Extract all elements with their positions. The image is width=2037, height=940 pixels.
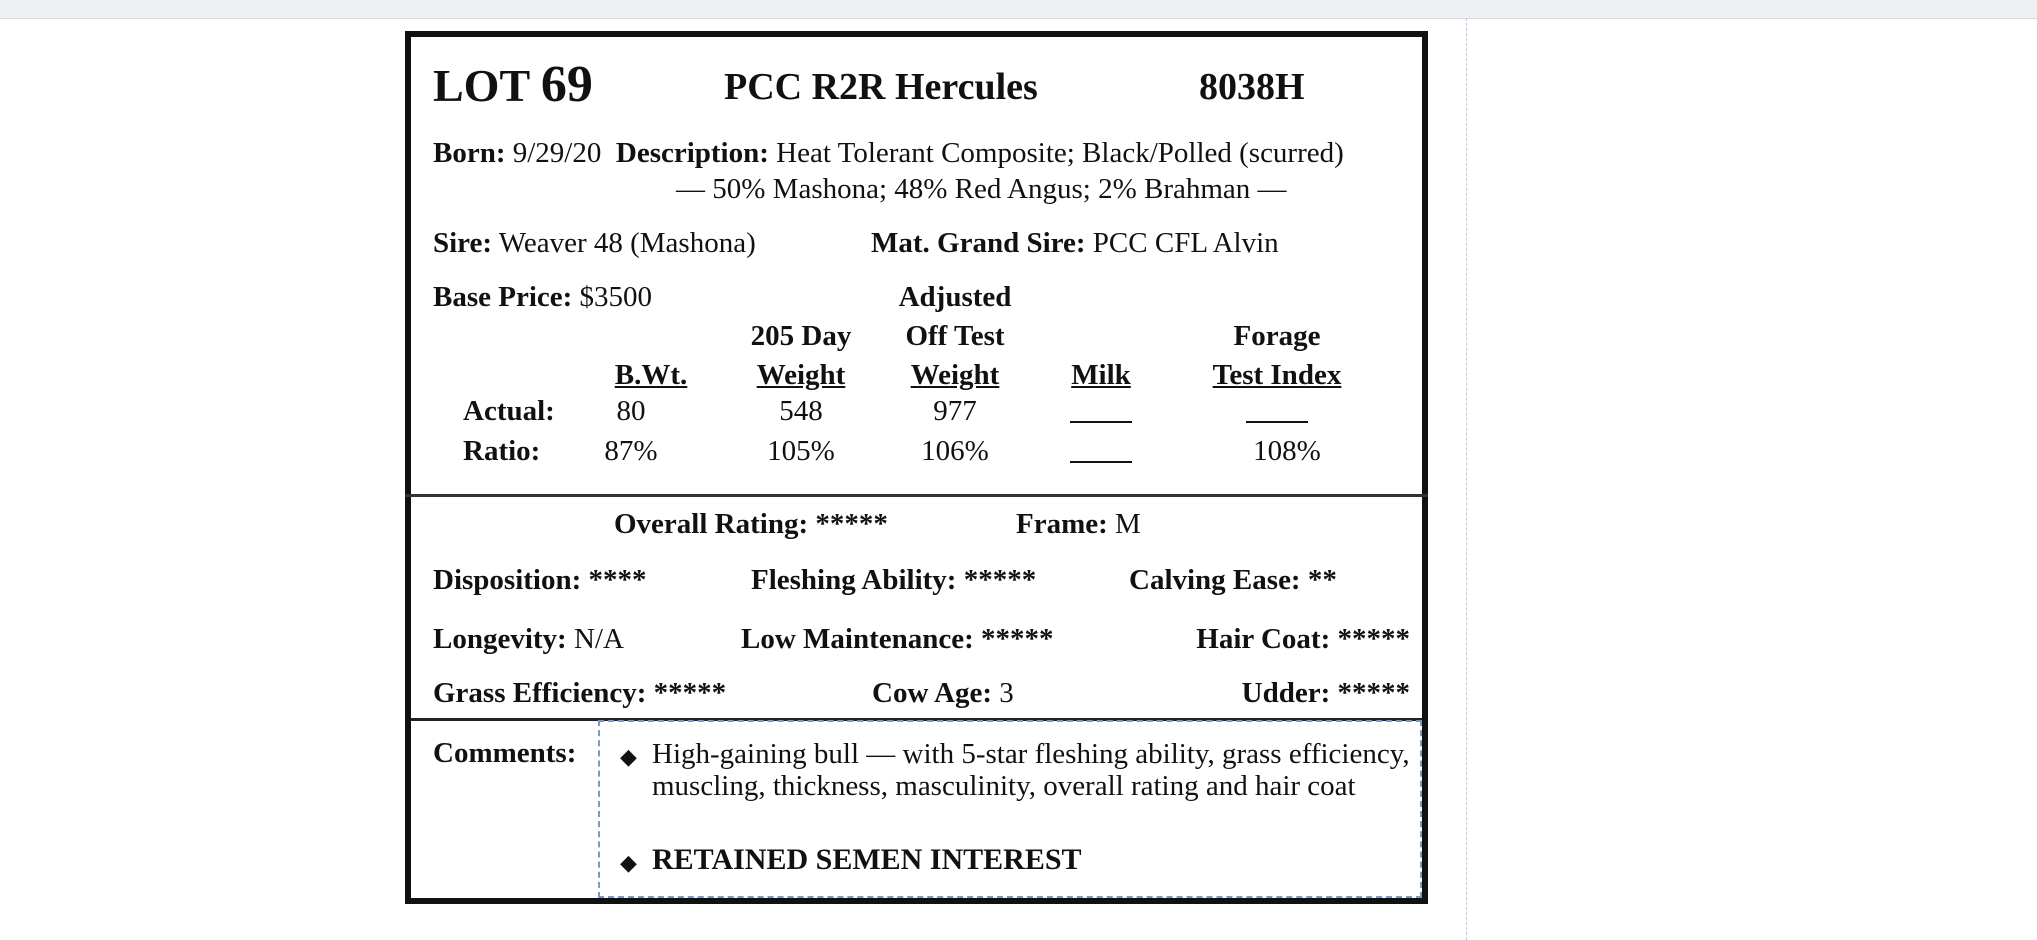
day205-header-bottom: Weight bbox=[756, 359, 846, 391]
comments-label: Comments: bbox=[433, 737, 577, 769]
actual-forage-blank bbox=[1246, 413, 1308, 431]
calving-ease-rating bbox=[1129, 564, 1337, 597]
mat-grand-sire-value: PCC CFL Alvin bbox=[1092, 227, 1279, 259]
milk-header: Milk bbox=[1071, 359, 1131, 391]
adjusted-header-mid: Off Test bbox=[905, 320, 1005, 352]
cow-age-rating bbox=[872, 677, 1014, 710]
grass-efficiency-value: ***** bbox=[653, 677, 727, 709]
ratio-forage: 108% bbox=[1253, 435, 1321, 467]
comment-item-2: RETAINED SEMEN INTEREST bbox=[652, 843, 1082, 876]
sire-value: Weaver 48 (Mashona) bbox=[498, 227, 756, 259]
lot-card bbox=[405, 31, 1428, 904]
born-description-line bbox=[433, 137, 1344, 170]
forage-header-bottom: Test Index bbox=[1212, 359, 1342, 391]
comment-item-1: High-gaining bull — with 5-star fleshing ability, grass efficiency, muscling, thickness, masculinity, overall rating and hair coat bbox=[652, 738, 1410, 802]
adjusted-header-top: Adjusted bbox=[898, 281, 1012, 313]
actual-bwt: 80 bbox=[616, 395, 646, 427]
fleshing-label: Fleshing Ability: bbox=[751, 564, 957, 596]
cow-age-label: Cow Age: bbox=[872, 677, 993, 709]
sire-line bbox=[433, 227, 756, 260]
adjusted-header-bottom: Weight bbox=[910, 359, 1000, 391]
lot-number-value: 69 bbox=[540, 56, 593, 113]
actual-row-label: Actual: bbox=[463, 395, 555, 427]
ratio-milk-blank bbox=[1070, 453, 1132, 471]
lot-prefix: LOT bbox=[433, 60, 530, 111]
disposition-value: **** bbox=[588, 564, 647, 596]
frame-rating bbox=[1016, 508, 1141, 541]
day205-header-top: 205 Day bbox=[750, 320, 852, 352]
low-maintenance-rating bbox=[741, 623, 1054, 656]
forage-header-top: Forage bbox=[1233, 320, 1321, 352]
born-value: 9/29/20 bbox=[512, 137, 602, 169]
actual-205day: 548 bbox=[779, 395, 823, 427]
longevity-label: Longevity: bbox=[433, 623, 567, 655]
hair-coat-label: Hair Coat: bbox=[1196, 623, 1331, 655]
bullet-icon: ◆ bbox=[620, 744, 637, 769]
description-label: Description: bbox=[615, 137, 769, 169]
bullet-icon: ◆ bbox=[620, 850, 637, 875]
fleshing-value: ***** bbox=[963, 564, 1037, 596]
actual-adjusted: 977 bbox=[933, 395, 977, 427]
udder-value: ***** bbox=[1337, 677, 1410, 709]
low-maintenance-value: ***** bbox=[981, 623, 1054, 655]
grass-efficiency-rating bbox=[433, 677, 726, 710]
base-price-value: $3500 bbox=[579, 281, 653, 313]
calving-ease-value: ** bbox=[1307, 564, 1337, 596]
born-label: Born: bbox=[433, 137, 506, 169]
registration-number: 8038H bbox=[1199, 66, 1305, 108]
breed-composition: — 50% Mashona; 48% Red Angus; 2% Brahman — bbox=[676, 173, 1287, 205]
udder-label: Udder: bbox=[1241, 677, 1331, 709]
base-price-label: Base Price: bbox=[433, 281, 573, 313]
lot-number bbox=[433, 55, 593, 114]
low-maintenance-label: Low Maintenance: bbox=[741, 623, 974, 655]
ratio-adjusted: 106% bbox=[921, 435, 989, 467]
ratio-row-label: Ratio: bbox=[463, 435, 541, 467]
sire-label: Sire: bbox=[433, 227, 493, 259]
cow-age-value: 3 bbox=[999, 677, 1014, 709]
frame-label: Frame: bbox=[1016, 508, 1108, 540]
udder-rating bbox=[1242, 677, 1410, 710]
mat-grand-sire-line bbox=[871, 227, 1279, 260]
description-value: Heat Tolerant Composite; Black/Polled (scurred) bbox=[776, 137, 1344, 169]
overall-rating-label: Overall Rating: bbox=[614, 508, 809, 540]
overall-rating bbox=[614, 508, 888, 541]
longevity-value: N/A bbox=[573, 623, 624, 655]
animal-name: PCC R2R Hercules bbox=[724, 66, 1038, 108]
base-price-line bbox=[433, 281, 652, 314]
grass-efficiency-label: Grass Efficiency: bbox=[433, 677, 647, 709]
top-toolbar-strip bbox=[0, 0, 2037, 19]
frame-value: M bbox=[1115, 508, 1141, 540]
comments-box[interactable] bbox=[598, 720, 1422, 898]
longevity-rating bbox=[433, 623, 624, 656]
actual-milk-blank bbox=[1070, 413, 1132, 431]
bwt-header: B.Wt. bbox=[614, 359, 688, 391]
hair-coat-value: ***** bbox=[1337, 623, 1410, 655]
page-margin-guide bbox=[1466, 18, 1467, 940]
overall-rating-value: ***** bbox=[815, 508, 888, 540]
hair-coat-rating bbox=[1196, 623, 1410, 656]
ratio-205day: 105% bbox=[767, 435, 835, 467]
calving-ease-label: Calving Ease: bbox=[1129, 564, 1301, 596]
disposition-rating bbox=[433, 564, 647, 597]
mat-grand-sire-label: Mat. Grand Sire: bbox=[871, 227, 1086, 259]
ratio-bwt: 87% bbox=[604, 435, 658, 467]
fleshing-rating bbox=[751, 564, 1036, 597]
section-divider bbox=[405, 494, 1428, 497]
disposition-label: Disposition: bbox=[433, 564, 582, 596]
